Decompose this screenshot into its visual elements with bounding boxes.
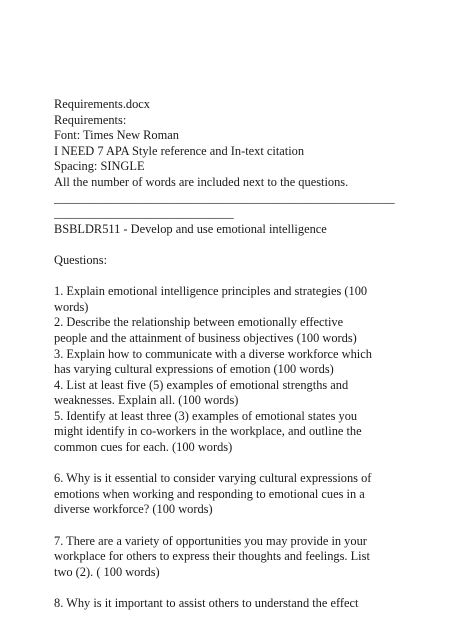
question-7 xyxy=(54,534,414,581)
question-5 xyxy=(54,409,414,456)
question-6 xyxy=(54,471,414,518)
question-line: might identify in co-workers in the workplace, and outline the xyxy=(54,424,362,439)
questions-heading: Questions: xyxy=(54,252,108,267)
question-line: 8. Why is it important to assist others to understand the effect xyxy=(54,596,359,610)
unit-title: BSBLDR511 - Develop and use emotional intelligence xyxy=(54,221,327,236)
question-line: 4. List at least five (5) examples of emotional strengths and xyxy=(54,377,349,392)
question-line: emotions when working and responding to emotional cues in a xyxy=(54,486,365,501)
header-line-filename: Requirements.docx xyxy=(54,97,151,111)
question-line: words) xyxy=(54,299,89,314)
spacer xyxy=(54,518,414,534)
question-line: has varying cultural expressions of emotion (100 words) xyxy=(54,362,334,377)
separator-rule-2: _____________________________ xyxy=(54,206,234,221)
question-line: 5. Identify at least three (3) examples of emotional states you xyxy=(54,408,358,423)
header-line-font: Font: Times New Roman xyxy=(54,128,179,143)
spacer xyxy=(54,237,414,253)
question-line: 3. Explain how to communicate with a diverse workforce which xyxy=(54,346,372,361)
header-line-requirements: Requirements: xyxy=(54,112,127,127)
question-4 xyxy=(54,378,414,409)
question-line: people and the attainment of business objectives (100 words) xyxy=(54,330,357,345)
question-8 xyxy=(54,596,414,612)
header-line-spacing: Spacing: SINGLE xyxy=(54,159,145,174)
spacer xyxy=(54,580,414,596)
question-1 xyxy=(54,284,414,315)
question-line: diverse workforce? (100 words) xyxy=(54,502,213,517)
question-line: weaknesses. Explain all. (100 words) xyxy=(54,393,239,408)
question-line: 6. Why is it essential to consider varying cultural expressions of xyxy=(54,471,372,486)
question-3 xyxy=(54,347,414,378)
question-line: two (2). ( 100 words) xyxy=(54,564,160,579)
question-line: 7. There are a variety of opportunities you may provide in your xyxy=(54,533,367,548)
header-line-references: I NEED 7 APA Style reference and In-text citation xyxy=(54,143,305,158)
question-line: 2. Describe the relationship between emotionally effective xyxy=(54,315,344,330)
spacer xyxy=(54,456,414,472)
question-line: common cues for each. (100 words) xyxy=(54,440,233,455)
question-line: workplace for others to express their thoughts and feelings. List xyxy=(54,549,370,564)
spacer xyxy=(54,269,414,285)
header-line-word-count: All the number of words are included next to the questions. xyxy=(54,174,349,189)
separator-rule-1: _______________________________________________________ xyxy=(54,190,395,205)
document-body xyxy=(54,97,414,612)
question-line: 1. Explain emotional intelligence principles and strategies (100 xyxy=(54,284,368,299)
question-2 xyxy=(54,315,414,346)
